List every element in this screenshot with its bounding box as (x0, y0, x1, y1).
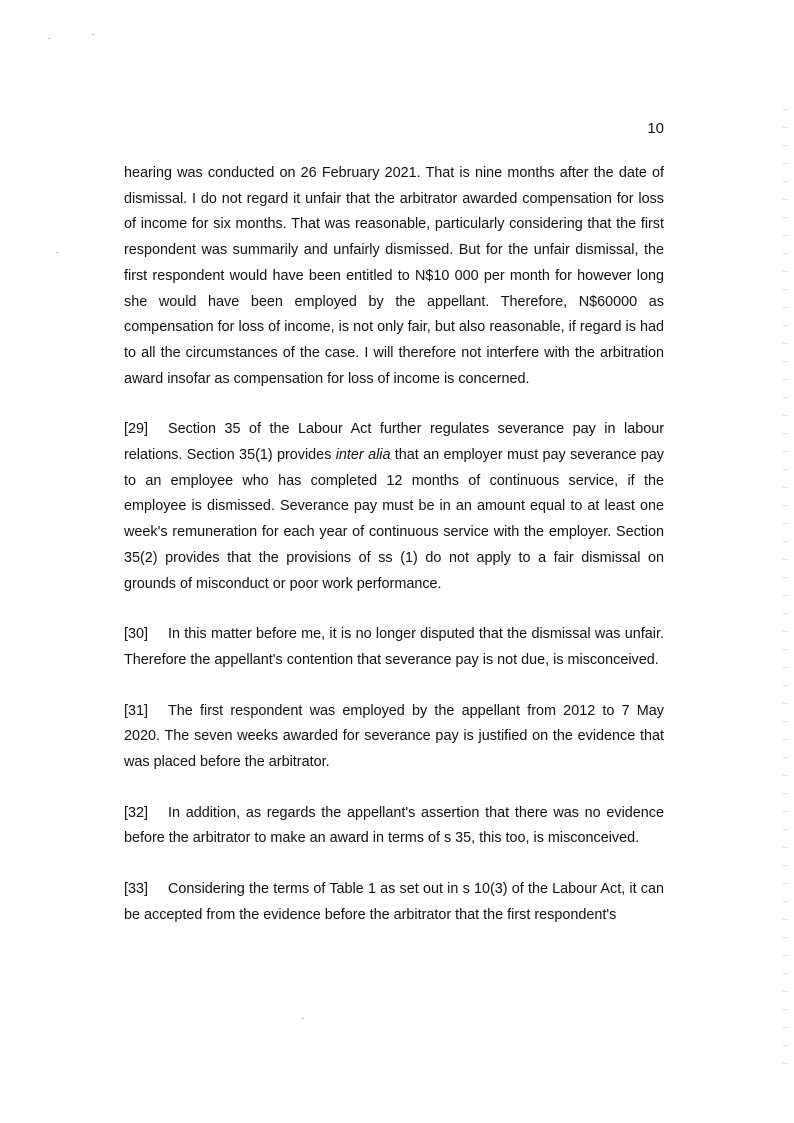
paragraph-31 (124, 699, 664, 776)
scan-speck (302, 1018, 304, 1019)
paragraph-text: In addition, as regards the appellant's assertion that there was no evidence before the arbitrator to make an award in terms of s 35, this too, is misconceived. (124, 804, 664, 847)
paragraph-number: [33] (124, 881, 149, 898)
paragraph-text: In this matter before me, it is no longer disputed that the dismissal was unfair. Therefore the appellant's contention that severance pay is not due, is misconceived. (124, 626, 664, 668)
paragraph-text: Section 35 of the Labour Act further regulates severance pay in labour relations. Section 35(1) provides (124, 421, 664, 464)
paragraph-italic-text: inter alia (335, 447, 391, 464)
paragraph-number: [32] (124, 804, 149, 821)
paragraph-continued (124, 161, 664, 392)
scan-margin-artifacts (782, 100, 788, 1080)
paragraph-29 (124, 417, 664, 597)
scan-speck (92, 34, 94, 35)
paragraph-number: [30] (124, 626, 149, 643)
paragraph-30 (124, 622, 664, 673)
paragraph-32 (124, 801, 664, 852)
paragraph-text: hearing was conducted on 26 February 2021. That is nine months after the date of dismissal. I do not regard it unfair that the arbitrator awarded compensation for loss of income for six months. That was reasonable, particularly considering that the first respondent was summarily and unfairly dismissed. But for the unfair dismissal, the first respondent would have been entitled to N$10 000 per month for however long she would have been employed by the appellant. Therefore, N$60000 as compensation for loss of income, is not only fair, but also reasonable, if regard is had to all the circumstances of the case. I will therefore not interfere with the arbitration award insofar as compensation for loss of income is concerned. (124, 165, 664, 387)
scan-speck (48, 38, 50, 39)
scan-speck (56, 252, 58, 253)
paragraph-text: The first respondent was employed by the appellant from 2012 to 7 May 2020. The seven weeks awarded for severance pay is justified on the evidence that was placed before the arbitrator. (124, 702, 664, 771)
page-number: 10 (647, 120, 664, 137)
paragraph-33 (124, 877, 664, 928)
paragraph-text: Considering the terms of Table 1 as set out in s 10(3) of the Labour Act, it can be accepted from the evidence before the arbitrator that the first respondent's (124, 881, 664, 923)
document-body (124, 161, 664, 954)
paragraph-number: [29] (124, 421, 149, 438)
paragraph-number: [31] (124, 702, 149, 719)
paragraph-text: that an employer must pay severance pay to an employee who has completed 12 months of continuous service, if the employee is dismissed. Severance pay must be in an amount equal to at least one week's remuneration for each year of continuous service with the employer. Section 35(2) provides that the provisions of ss (1) do not apply to a fair dismissal on grounds of misconduct or poor work performance. (124, 447, 664, 592)
